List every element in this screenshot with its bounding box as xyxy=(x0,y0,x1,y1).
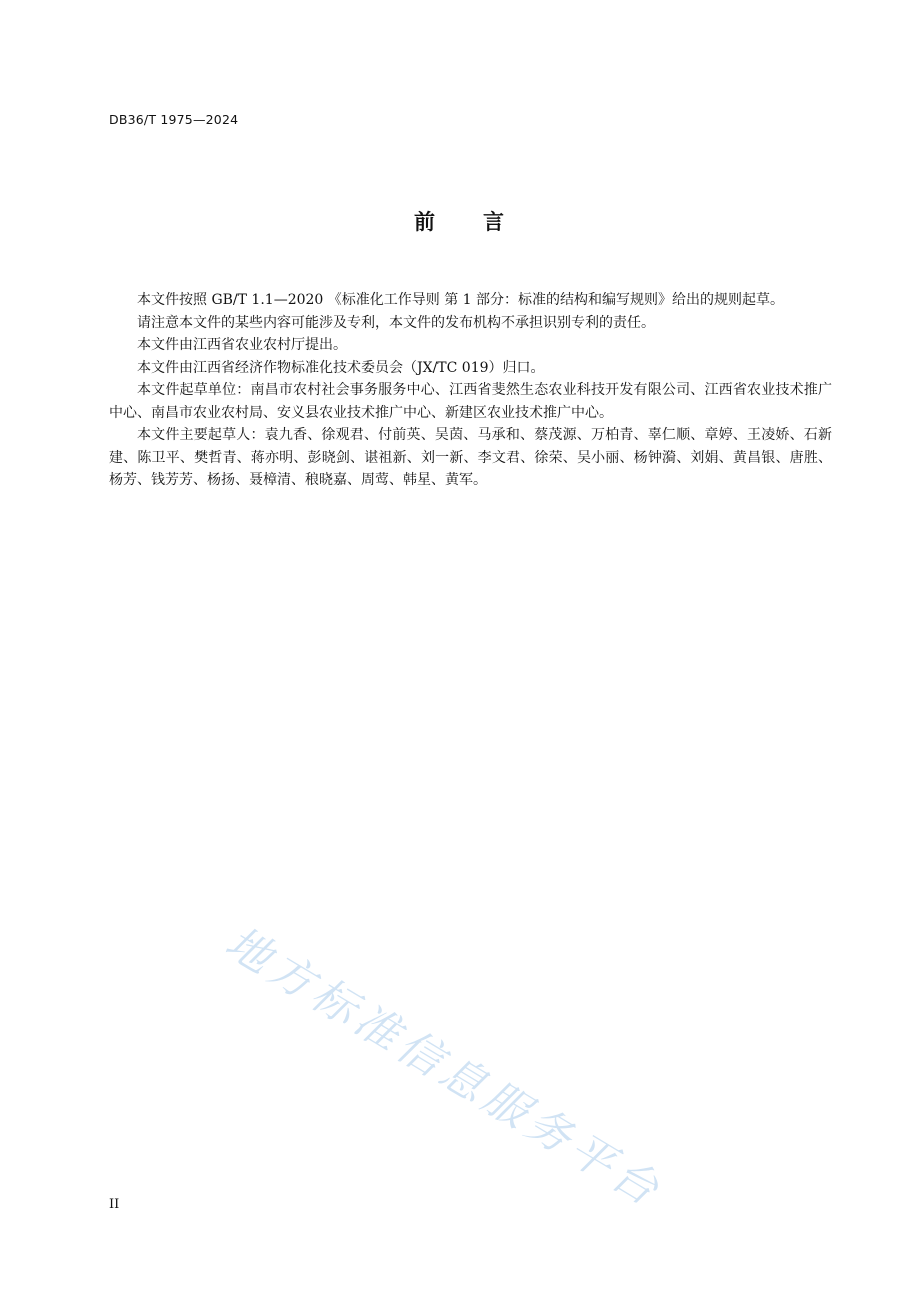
foreword-body xyxy=(109,289,832,492)
paragraph-patent-notice: 请注意本文件的某些内容可能涉及专利，本文件的发布机构不承担识别专利的责任。 xyxy=(137,314,655,331)
document-code: DB36/T 1975—2024 xyxy=(109,112,239,127)
paragraph-proposer: 本文件由江西省农业农村厅提出。 xyxy=(137,337,347,353)
page-number: II xyxy=(109,1197,120,1212)
paragraph-committee: 本文件由江西省经济作物标准化技术委员会（JX/TC 019）归口。 xyxy=(137,359,545,376)
paragraph-drafting-rules: 本文件按照 GB/T 1.1—2020 《标准化工作导则 第 1 部分：标准的结构和编写规则》给出的规则起草。 xyxy=(137,292,785,308)
paragraph-drafters: 本文件主要起草人：袁九香、徐观君、付前英、吴茵、马承和、蔡茂源、万柏青、辜仁顺、章婷、王凌娇、石新建、陈卫平、樊哲青、蒋亦明、彭晓剑、谌祖新、刘一新、李文君、徐荣、吴小丽、杨钟漪、刘娟、黄昌银、唐胜、杨芳、钱芳芳、杨扬、聂樟清、稂晓嘉、周莺、韩星、黄军。 xyxy=(109,427,832,488)
page-title: 前 言 xyxy=(414,210,506,234)
paragraph-drafting-units: 本文件起草单位：南昌市农村社会事务服务中心、江西省斐然生态农业科技开发有限公司、江西省农业技术推广中心、南昌市农业农村局、安义县农业技术推广中心、新建区农业技术推广中心。 xyxy=(109,382,832,421)
watermark-text: 地方标准信息服务平台 xyxy=(216,916,672,1219)
